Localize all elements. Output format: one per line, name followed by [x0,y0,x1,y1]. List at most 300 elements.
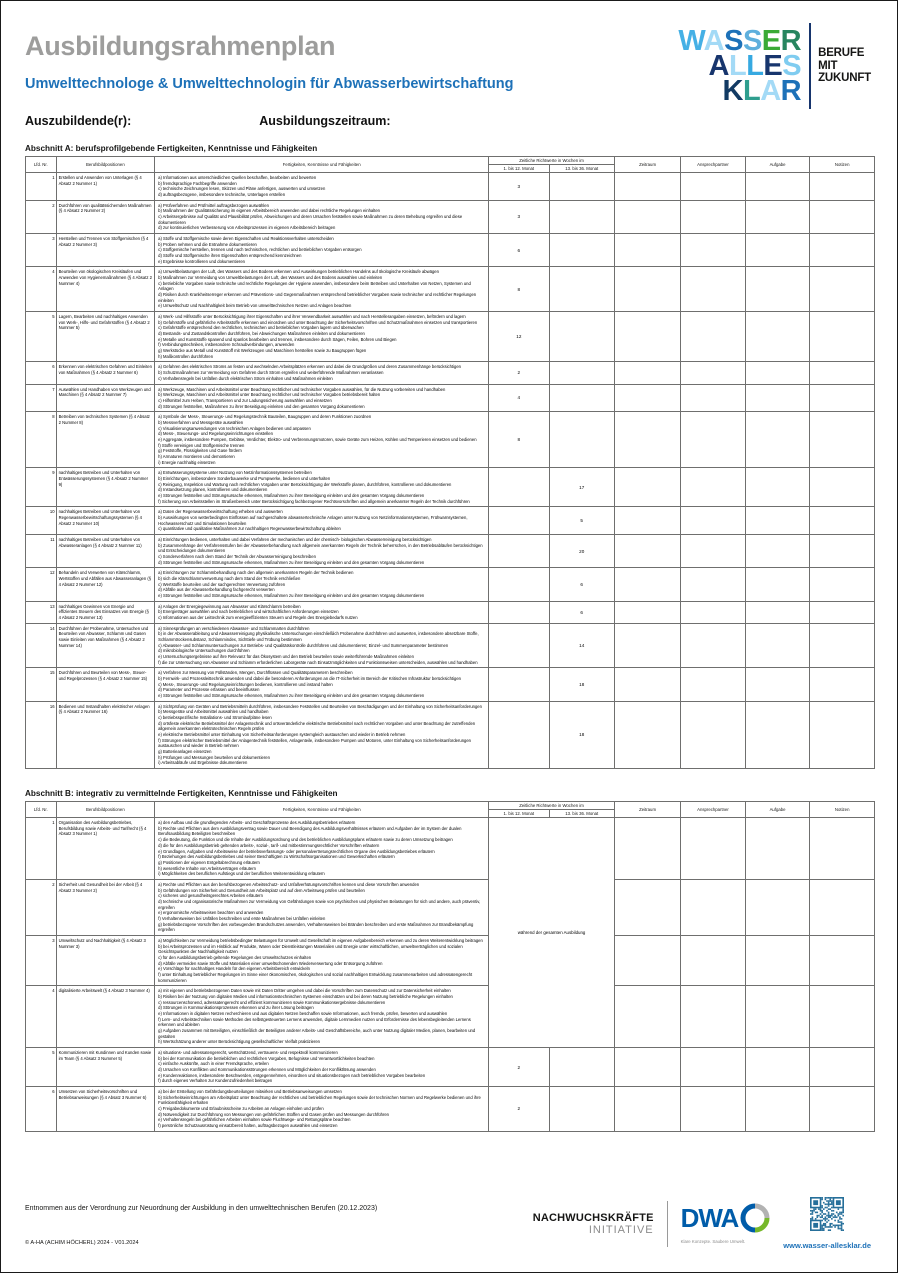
aufgabe-cell[interactable] [745,623,810,668]
skill-item: b) Messverfahren und Messgeräte auswählen [158,419,244,425]
skill-item: d) Abfälle aus der Abwasserbehandlung fachgerecht verwerten [158,587,275,593]
aufgabe-cell[interactable] [745,267,810,312]
qr-code-icon[interactable] [810,1197,844,1231]
table-row [26,1087,875,1132]
ansprechpartner-cell[interactable] [681,1048,746,1087]
table-row [26,200,875,233]
skill-item: f) Stoffe vereinigen und Stoffgemische trennen [158,442,245,448]
skill-item: a) Informationen aus unterschiedlichen Quellen beschaffen, bearbeiten und bewerten [158,175,317,180]
zeitraum-cell[interactable] [614,362,680,384]
aufgabe-cell[interactable] [745,1048,810,1087]
skill-item: f) unter Einhaltung betrieblicher Regelungen im Sinne einer ökonomischen, ökologischen und sozial nachhaltigen Entwicklung zusammenarbeiten und adressatengerecht kommunizieren [158,971,473,983]
col-header-month-13-36: 13. bis 36. Monat [549,810,614,818]
zeitraum-cell[interactable] [614,623,680,668]
zeitraum-cell[interactable] [614,312,680,362]
skill-item: a) Gefahren des elektrischen Stroms an festen und wechselnden Arbeitsplätzen erkennen und dabei die Grundgrößen und deren Zusammenhänge berücksichtigen [158,364,462,370]
zeitraum-cell[interactable] [614,507,680,535]
zeitraum-cell[interactable] [614,701,680,768]
ansprechpartner-cell[interactable] [681,200,746,233]
skill-item: d) ortsfeste elektrische Betriebsmittel der Anlagentechnik und ortsveränderliche elektrische Betriebsmittel nach rechtlichen Vorgaben und unter Beachtung der zutreffenden allgemein anerkannten elektrotechnischen Regeln prüfen [158,720,476,732]
table-row [26,267,875,312]
skill-item: d) Störungen feststellen, Maßnahmen zu ihrer Beseitigung einleiten und den gesamten Vorgang dokumentieren [158,403,365,409]
skill-item: c) Freigabedokumente und Erlaubnisscheine zu Arbeiten an Anlagen einholen und prüfen [158,1106,324,1112]
weeks-month-13-36 [549,234,614,267]
skill-item: b) Fernwirk- und Prozessleittechnik anwenden und dabei die besonderen Anforderungen an die IT-Sicherheit im Bereich der Kritischen Infrastruktur berücksichtigen [158,676,461,682]
skills-list [155,507,489,535]
logo-claim-line: ZUKUNFT [818,72,871,85]
notizen-cell[interactable] [810,1048,875,1087]
skill-item: a) bei der Erstellung von Gefährdungsbeurteilungen mitwirken und Betriebsanweisungen umsetzen [158,1089,342,1095]
notizen-cell[interactable] [810,701,875,768]
skill-item: g) Aufgaben zusammen mit Beteiligten, einschließlich der Beteiligten anderer Arbeits- und Geschäftsbereiche, auch unter Nutzung digitaler Medien, planen, bearbeiten und gestalten [158,1027,476,1039]
logo-letter: K [722,74,743,107]
col-header-time-group: Zeitliche Richtwerte in Wochen im [489,802,615,810]
skills-list [155,534,489,567]
aufgabe-cell[interactable] [745,935,810,985]
skill-item: a) den Aufbau und die grundlegenden Arbeits- und Geschäftsprozesse des Ausbildungsbetriebes erläutern [158,820,356,826]
table-row [26,668,875,701]
position-title: nachhaltiges Betreiben und Unterhalten von Entwässerungssystemen (§ 4 Absatz 2 Nummer 9) [56,468,155,507]
skill-item: e) Störungen feststellen und Störungsursache erkennen, Maßnahmen zu ihrer Beseitigung einleiten und den gesamten Vorgang dokumentieren [158,693,425,699]
position-title: Umsetzen von Sicherheitsvorschriften und Betriebsanweisungen (§ 4 Absatz 3 Nummer 6) [56,1087,155,1132]
skill-item: e) Umweltschutz und Nachhaltigkeit beim Betrieb von umwelttechnischen Netzen und Anlagen beachten [158,303,352,309]
skill-item: g) Positionen der eigenen Entgeltabrechnung erläutern [158,859,260,865]
logo-letter: L [742,74,761,107]
zeitraum-cell[interactable] [614,468,680,507]
skill-item: c) Verhaltensregeln bei Unfällen durch elektrischen Strom einhalten und Maßnahmen einleiten [158,375,333,381]
logo-letter: R [780,74,802,107]
skill-item: c) Informationen aus der Leittechnik zum energieeffizienten Steuern und Regeln des Energiebedarfs nutzen [158,615,358,621]
skills-list [155,601,489,623]
weeks-month-1-12: 8 [489,412,549,468]
col-header-nr: Lfd. Nr. [26,802,57,818]
row-number: 2 [26,879,57,935]
table-row [26,818,875,880]
aufgabe-cell[interactable] [745,534,810,567]
notizen-cell[interactable] [810,267,875,312]
row-number: 3 [26,234,57,267]
zeitraum-cell[interactable] [614,1087,680,1132]
ansprechpartner-cell[interactable] [681,507,746,535]
weeks-month-1-12 [489,668,549,701]
col-header-ansprechpartner: Ansprechpartner [681,802,746,818]
logo-letter: L [728,49,747,82]
table-row [26,601,875,623]
notizen-cell[interactable] [810,935,875,985]
col-header-skills: Fertigkeiten, Kenntnisse und Fähigkeiten [155,157,489,173]
zeitraum-cell[interactable] [614,568,680,601]
notizen-cell[interactable] [810,534,875,567]
ansprechpartner-cell[interactable] [681,568,746,601]
dwa-wordmark: DWA [680,1203,739,1233]
aufgabe-cell[interactable] [745,879,810,935]
skill-item: d) Parameter und Prozesse erfassen und beeinflussen [158,687,260,693]
skills-list [155,312,489,362]
ansprechpartner-cell[interactable] [681,879,746,935]
row-number: 2 [26,200,57,233]
skill-item: f) die zur Untersuchung von Abwasser und Schlamm erforderlichen Laborgeräte nach Einsatzmöglichkeiten und Funktionsweisen unterscheiden, auswählen und handhaben [158,659,478,665]
notizen-cell[interactable] [810,468,875,507]
aufgabe-cell[interactable] [745,234,810,267]
row-number: 14 [26,623,57,668]
skill-item: b) Einrichtungen, insbesondere Sonderbauwerke und Pumpwerke, bedienen und unterhalten [158,475,331,481]
ansprechpartner-cell[interactable] [681,267,746,312]
skill-item: e) elektrische Betriebsmittel unter Einhaltung von Sicherheitsanforderungen systemgleich austauschen und wieder in Betrieb nehmen [158,732,406,738]
skills-list [155,818,489,880]
logo-letter: S [782,49,802,82]
skill-item: a) mit eigenen und betriebsbezogenen Daten sowie mit Daten Dritter umgehen und dabei die Vorschriften zum Datenschutz und zur Datensicherheit einhalten [158,988,451,994]
weeks-month-1-12 [489,623,549,668]
skill-item: a) Werk- und Hilfsstoffe unter Berücksichtigung ihrer Eigenschaften und ihrer Verwendbarkeit auswählen und nach Herstellerangaben einsetzen, befördern und lagern [158,314,466,320]
skill-item: g) Batterieanlagen einsetzen [158,749,212,755]
logo-letter: R [780,24,802,57]
ansprechpartner-cell[interactable] [681,173,746,201]
framework-table [25,801,875,1132]
skill-item: b) Messgeräte und Arbeitsmittel auswählen und handhaben [158,709,269,715]
skill-item: f) Beziehungen des Ausbildungsbetriebes und seiner Beschäftigten zu Wirtschaftsorganisationen und Gewerkschaften erläutern [158,854,395,860]
weeks-month-13-36 [549,200,614,233]
skill-item: a) situations- und adressatengerecht, wertschätzend, vertrauens- und respektvoll kommunizieren [158,1050,338,1055]
table-row [26,935,875,985]
skill-item: d) Notwendigkeit zur Durchführung von Messungen von gefährlichen Stoffen und Gasen prüfen und Messungen durchführen [158,1111,390,1117]
ansprechpartner-cell[interactable] [681,623,746,668]
ansprechpartner-cell[interactable] [681,986,746,1048]
skills-list [155,267,489,312]
skill-item: c) Reinigung, Inspektion und Wartung nach rechtlichen Vorgaben unter Berücksichtigung der Werkstoffe planen, durchführen, kontrollieren und dokumentieren [158,481,452,487]
table-row [26,384,875,412]
logo-wordmark [678,24,802,107]
zeitraum-cell[interactable] [614,384,680,412]
skills-list [155,468,489,507]
notizen-cell[interactable] [810,312,875,362]
skill-item: f) Sicherung von Arbeitsstellen im Straßenbereich unter Berücksichtigung fachbezogener Rechtsvorschriften und allgemein anerkannter Regeln der Technik durchführen [158,498,470,504]
col-header-position: Berufsbildpositionen [56,157,155,173]
weeks-month-13-36 [549,362,614,384]
weeks-month-1-12 [489,568,549,601]
row-number: 5 [26,1048,57,1087]
skill-item: g) Feststoffe, Flüssigkeiten und Gase fördern [158,448,242,454]
skill-item: d) die für den Ausbildungsbetrieb geltenden arbeits-, sozial-, tarif- und mitbestimmungsrechtlicher Vorschriften erläutern [158,842,380,848]
zeitraum-cell[interactable] [614,818,680,880]
page-subtitle: Umwelttechnologe & Umwelttechnologin für Abwasserbewirtschaftung [25,76,514,92]
notizen-cell[interactable] [810,384,875,412]
col-header-notizen: Notizen [810,157,875,173]
weeks-month-13-36: 18 [549,701,614,768]
table-row [26,879,875,935]
skill-item: c) sicheres und gesundheitsgerechtes Arbeiten erläutern [158,893,263,899]
position-title: Lagern, Bearbeiten und nachhaltiges Anwenden von Werk-, Hilfs- und Gefahrstoffen (§ 4 Absatz 2 Nummer 5) [56,312,155,362]
aufgabe-cell[interactable] [745,173,810,201]
aufgabe-cell[interactable] [745,362,810,384]
row-number: 1 [26,173,57,201]
skill-item: b) Sicherheitseinrichtungen am Arbeitsplatz unter Beachtung der rechtlichen und betrieblichen Regelungen sowie der technischen Normen und Regelwerke bedienen und ihre Funktionsfähigkeit erhalten [158,1094,481,1106]
row-number: 10 [26,507,57,535]
table-row [26,986,875,1048]
skill-item: e) Verhaltensregeln bei gefährlichen Arbeiten einhalten sowie Fluchtwege- und Rettungspläne beachten [158,1117,351,1123]
zeitraum-cell[interactable] [614,267,680,312]
row-number: 3 [26,935,57,985]
zeitraum-cell[interactable] [614,935,680,985]
skill-item: b) Proben nehmen und die Entnahme dokumentieren [158,241,257,247]
aufgabe-cell[interactable] [745,507,810,535]
ansprechpartner-cell[interactable] [681,312,746,362]
skill-item: d) Instandsetzung planen, kontrollieren und dokumentieren [158,487,268,493]
position-title: Erkennen von elektrischen Gefahren und Einleiten von Maßnahmen (§ 4 Absatz 2 Nummer 6) [56,362,155,384]
skill-item: c) einfache Auskünfte, auch in einer Fremdsprache, erteilen [158,1061,269,1067]
row-number: 4 [26,986,57,1048]
logo-letter: W [678,24,704,57]
skill-item: i) Möglichkeiten des beruflichen Aufstiegs und der beruflichen Weiterentwicklung erläutern [158,871,325,877]
notizen-cell[interactable] [810,173,875,201]
position-title: Organisation des Ausbildungsbetriebes, Berufsbildung sowie Arbeits- und Tarifrecht (§ 4 Absatz 3 Nummer 1) [56,818,155,880]
aufgabe-cell[interactable] [745,668,810,701]
skill-item: a) Einrichtungen bedienen, unterhalten und dabei Verfahren der mechanischen und der chemisch- biologischen Abwasserreinigung berücksichtigen [158,536,432,542]
table-row [26,623,875,668]
skills-list [155,384,489,412]
col-header-zeitraum: Zeitraum [614,802,680,818]
ansprechpartner-cell[interactable] [681,412,746,468]
position-title: Durchführen der Probenahme, Untersuchen und Beurteilen von Abwasser, Schlamm und Gasen sowie Einleiten von Maßnahmen (§ 4 Absatz 2 Nummer 14) [56,623,155,668]
zeitraum-cell[interactable] [614,234,680,267]
skill-item: f) persönliche Schutzausrüstung einsatzbereit halten, auftragsbezogen auswählen und einsetzen [158,1123,338,1129]
notizen-cell[interactable] [810,1087,875,1132]
trainee-field-label: Auszubildende(r): [25,114,132,128]
skill-item: e) Grundlagen, Aufgaben und Arbeitsweise der betriebsverfassungs- oder personalvertretungsrechtlichen Organe des Ausbildungsbetriebes erläutern [158,848,435,854]
skills-list [155,623,489,668]
notizen-cell[interactable] [810,601,875,623]
weeks-month-13-36 [549,412,614,468]
aufgabe-cell[interactable] [745,412,810,468]
logo-claim-line: BERUFE [818,47,865,60]
skill-item: e) ergonomische Arbeitsweisen beachten und anwenden [158,910,264,916]
logo-letter: A [703,24,725,57]
wasser-alles-klar-logo [678,23,871,109]
aufgabe-cell[interactable] [745,601,810,623]
notizen-cell[interactable] [810,818,875,880]
skill-item: c) betriebsspezifische Installations- und Stromlaufpläne lesen [158,715,272,721]
ansprechpartner-cell[interactable] [681,818,746,880]
row-number: 13 [26,601,57,623]
weeks-month-1-12: 2 [489,1048,549,1087]
skill-item: a) Werkzeuge, Maschinen und Arbeitsmittel unter Beachtung rechtlicher und technischer Vorgaben auswählen, für die Nutzung vorbereiten und handhaben [158,386,446,392]
skills-list [155,173,489,201]
skill-item: d) Störungen feststellen und Störungsursache erkennen, Maßnahmen zu ihrer Beseitigung einleiten und den gesamten Vorgang dokumentieren [158,559,425,565]
table-row [26,362,875,384]
table-row [26,173,875,201]
ansprechpartner-cell[interactable] [681,534,746,567]
zeitraum-cell[interactable] [614,601,680,623]
zeitraum-cell[interactable] [614,1048,680,1087]
weeks-month-1-12 [489,701,549,768]
col-header-skills: Fertigkeiten, Kenntnisse und Fähigkeiten [155,802,489,818]
notizen-cell[interactable] [810,986,875,1048]
weeks-month-13-36: 6 [549,601,614,623]
notizen-cell[interactable] [810,362,875,384]
skills-list [155,879,489,935]
weeks-month-1-12: 4 [489,384,549,412]
position-title: nachhaltiges Betreiben und Unterhalten von Regenwasserbewirtschaftungssystemen (§ 4 Absatz 2 Nummer 10) [56,507,155,535]
skill-item: d) mikrobiologische Untersuchungen durchführen [158,648,250,654]
notizen-cell[interactable] [810,623,875,668]
skill-item: c) die Bedeutung, die Funktion und die Inhalte der Ausbildungsordnung und des betrieblichen Ausbildungsplans erläutern sowie zu deren Umsetzung beitragen [158,837,453,843]
table-row [26,701,875,768]
col-header-aufgabe: Aufgabe [745,157,810,173]
skill-item: e) Ergebnisse kontrollieren und dokumentieren [158,258,245,264]
zeitraum-cell[interactable] [614,200,680,233]
notizen-cell[interactable] [810,507,875,535]
website-link[interactable]: www.wasser-allesklar.de [783,1241,871,1250]
logo-divider [809,23,811,109]
col-header-notizen: Notizen [810,802,875,818]
section-a-title: Abschnitt A: berufsprofilgebende Fertigkeiten, Kenntnisse und Fähigkeiten [25,144,318,153]
logo-letter: E [761,24,781,57]
aufgabe-cell[interactable] [745,468,810,507]
page-title: Ausbildungsrahmenplan [25,31,336,61]
skill-item: e) Aggregate, insbesondere Pumpen, Gebläse, Verdichter, Elektro- und Verbrennungsmotoren, sowie Geräte zum Heizen, Kühlen und Temperieren einsetzen und bedienen [158,436,477,442]
skill-item: b) Risiken bei der Nutzung von digitalen Medien und informationstechnischen Systemen einschätzen und bei deren Nutzung betriebliche Regelungen einhalten [158,993,453,999]
skill-item: g) betriebsbezogene Vorschriften des vorbeugenden Brandschutzes anwenden, Verhaltensweisen bei Bränden beschreiben und erste Maßnahmen zur Brandbekämpfung ergreifen [158,921,474,933]
skill-item: e) Vorschläge für nachhaltiges Handeln für den eigenen Arbeitsbereich entwickeln [158,966,310,972]
position-title: Behandeln und Verwerten von Klärschlamm, Wertstoffen und Abfällen aus Abwasseranlagen (§ 4 Absatz 2 Nummer 12) [56,568,155,601]
ansprechpartner-cell[interactable] [681,384,746,412]
weeks-month-13-36 [549,267,614,312]
aufgabe-cell[interactable] [745,200,810,233]
skill-item: g) Werkstücke aus Metall und Kunststoff mit Werkzeugen und Maschinen herstellen sowie zu Baugruppen fügen [158,348,367,354]
notizen-cell[interactable] [810,879,875,935]
notizen-cell[interactable] [810,668,875,701]
skills-list [155,701,489,768]
table-row [26,412,875,468]
aufgabe-cell[interactable] [745,818,810,880]
ansprechpartner-cell[interactable] [681,1087,746,1132]
framework-table [25,156,875,769]
row-number: 6 [26,362,57,384]
skill-item: b) Maßnahmen zur Vermeidung von Umweltbelastungen der Luft, des Wassers und des Bodens auswählen und einleiten [158,275,383,281]
zeitraum-cell[interactable] [614,534,680,567]
aufgabe-cell[interactable] [745,986,810,1048]
zeitraum-cell[interactable] [614,173,680,201]
row-number: 16 [26,701,57,768]
skill-item: c) quantitative und qualitative Maßnahmen zur nachhaltigen Regenwasserbewirtschaftung ableiten [158,526,341,532]
table-row [26,568,875,601]
skill-item: f) Störungen elektrischer Betriebsmittel der Anlagentechnik feststellen, Anlagenteile, insbesondere Pumpen und Motoren, unter Einhaltung von Sicherheitsanforderungen austauschen und wieder in Betrieb nehmen [158,737,472,749]
notizen-cell[interactable] [810,412,875,468]
skill-item: f) Verbindungstechniken, insbesondere Schraubverbindungen, anwenden [158,342,295,348]
ansprechpartner-cell[interactable] [681,935,746,985]
logo-letter: S [724,24,743,57]
col-header-zeitraum: Zeitraum [614,157,680,173]
notizen-cell[interactable] [810,568,875,601]
position-title: Kommunizieren mit Kundinnen und Kunden sowie im Team (§ 4 Absatz 3 Nummer 5) [56,1048,155,1087]
zeitraum-cell[interactable] [614,986,680,1048]
position-title: nachhaltiges Betreiben und Unterhalten von Abwasseranlagen (§ 4 Absatz 2 Nummer 11) [56,534,155,567]
skill-item: e) Kundenreaktionen, insbesondere Beschwerden, entgegennehmen, einordnen und situationsbezogen nach betrieblichen Vorgaben bearbeiten [158,1072,426,1078]
notizen-cell[interactable] [810,200,875,233]
skill-item: b) Maßnahmen der Qualitätssicherung im eigenen Arbeitsbereich anwenden und dabei rechtliche Regelungen einhalten [158,208,381,214]
position-title: Bedienen und Instandhalten elektrischer Anlagen (§ 4 Absatz 2 Nummer 16) [56,701,155,768]
skill-item: e) Untersuchungsergebnisse auf ihre Relevanz für das Ökosystem und den Betrieb beurteilen sowie weiterführende Maßnahmen einleiten [158,654,414,660]
dwa-logo [681,1203,771,1244]
skill-item: d) Stoffe und Stoffgemische ihren Eigenschaften entsprechend kennzeichnen [158,253,302,259]
dwa-ring-icon [740,1203,770,1233]
skill-item: f) Verhaltensweisen bei Unfällen beschreiben und erste Maßnahmen bei Unfällen einleiten [158,915,326,921]
zeitraum-cell[interactable] [614,412,680,468]
skill-item: b) Werkzeuge, Maschinen und Arbeitsmittel unter Beachtung rechtlicher und technischer Vorgaben betriebsbereit halten [158,392,381,398]
skill-item: c) Sonderverfahren nach dem Stand der Technik der Abwasserreinigung beschreiben [158,553,316,559]
col-header-ansprechpartner: Ansprechpartner [681,157,746,173]
nachwuchskraefte-initiative-logo [533,1212,654,1236]
aufgabe-cell[interactable] [745,312,810,362]
position-title: Herstellen und Trennen von Stoffgemischen (§ 4 Absatz 2 Nummer 3) [56,234,155,267]
weeks-month-13-36 [549,384,614,412]
weeks-month-13-36 [549,312,614,362]
skill-item: d) Mess-, Steuerungs- und Regelungseinrichtungen einstellen [158,431,273,437]
weeks-month-13-36: 18 [549,668,614,701]
skill-item: b) Energieträger auswählen und nach betrieblichen und wirtschaftlichen Anforderungen einsetzen [158,609,339,615]
weeks-month-1-12 [489,601,549,623]
notizen-cell[interactable] [810,234,875,267]
weeks-month-1-12 [489,534,549,567]
skill-item: a) Symbole der Mess-, Steuerungs- und Regelungstechnik Bauteilen, Baugruppen und deren Funktionen zuordnen [158,414,372,420]
ansprechpartner-cell[interactable] [681,234,746,267]
position-title: nachhaltiges Gewinnen von Energie und effizientes Steuern des Einsatzes von Energie (§ 4 Absatz 2 Nummer 13) [56,601,155,623]
skill-item: c) ressourcenschonend, adressatengerecht und effizient kommunizieren sowie Kommunikationsergebnisse dokumentieren [158,999,386,1005]
zeitraum-cell[interactable] [614,879,680,935]
ansprechpartner-cell[interactable] [681,468,746,507]
nachwuchskraefte-label: NACHWUCHSKRÄFTE [532,1211,654,1224]
aufgabe-cell[interactable] [745,384,810,412]
skill-item: b) bei Arbeitsprozessen und im Hinblick auf Produkte, Waren oder Dienstleistungen Materialien und Energie unter wirtschaftlichen, umweltverträglichen und sozialen Gesichtspunkten der Nachhaltigkeit nutzen [158,943,463,955]
ansprechpartner-cell[interactable] [681,362,746,384]
position-title: Durchführen und Beurteilen von Mess-, Steuer- und Regelprozessen (§ 4 Absatz 2 Nummer 15) [56,668,155,701]
row-number: 5 [26,312,57,362]
weeks-month-13-36: 20 [549,534,614,567]
skill-item: c) Mess-, Steuerungs- und Regelungseinrichtungen bedienen, kontrollieren und instand halten [158,681,333,687]
skill-item: f) durch eigenes Verhalten zur Kundenzufriedenheit beitragen [158,1078,273,1084]
ansprechpartner-cell[interactable] [681,701,746,768]
zeitraum-cell[interactable] [614,668,680,701]
aufgabe-cell[interactable] [745,1087,810,1132]
position-title: Betreiben von technischen Systemen (§ 4 Absatz 2 Nummer 8) [56,412,155,468]
ansprechpartner-cell[interactable] [681,668,746,701]
skill-item: c) technische Zeichnungen lesen, Skizzen und Pläne anfertigen, auswerten und umsetzen [158,186,326,192]
row-number: 9 [26,468,57,507]
skill-item: i) Energie nachhaltig einsetzen [158,459,216,465]
skills-list [155,1087,489,1132]
aufgabe-cell[interactable] [745,568,810,601]
col-header-month-13-36: 13. bis 36. Monat [549,165,614,173]
skill-item: c) Visualisierungsanwendungen von technischen Anlagen bedienen und anpassen [158,425,311,431]
skill-item: b) sich die Klärschlammverwertung nach dem Stand der Technik erschließen [158,575,301,581]
position-title: Sicherheit und Gesundheit bei der Arbeit (§ 4 Absatz 3 Nummer 2) [56,879,155,935]
position-title: Beurteilen von ökologischen Kreisläufen und Anwenden von Hygienemaßnahmen (§ 4 Absatz 2 Nummer 4) [56,267,155,312]
skill-item: b) Rechte und Pflichten aus dem Ausbildungsvertrag sowie Dauer und Beendigung des Ausbildungsverhältnisses erläutern und Aufgaben der im System der dualen Berufsausbildung Beteiligten beschreiben [158,825,462,837]
table-row [26,534,875,567]
skill-item: a) Rechte und Pflichten aus den berufsbezogenen Arbeitsschutz- und Unfallverhütungsvorschriften kennen und diese Vorschriften anwenden [158,881,420,887]
skill-item: a) Sichtprüfung von Geräten und Betriebsmitteln durchführen, insbesondere Feststellen und Beurteilen von Beschädigungen und der Einhaltung von Sicherheitsanforderungen [158,703,482,709]
dwa-tagline: Klare Konzepte. Saubere Umwelt. [680,1239,746,1244]
skills-list [155,234,489,267]
section-a-table-container [25,156,875,769]
skill-item: c) Wertstoffe beurteilen und der sachgerechten Verwertung zuführen [158,581,286,587]
skill-item: h) Wertschätzung anderer unter Berücksichtigung gesellschaftlicher Vielfalt praktizieren [158,1039,321,1045]
ansprechpartner-cell[interactable] [681,601,746,623]
weeks-month-1-12: 8 [489,267,549,312]
col-header-position: Berufsbildpositionen [56,802,155,818]
skill-item: c) betriebliche Vorgaben sowie technische und rechtliche Regelungen der Hygiene anwenden, insbesondere beim Betreiben und Unterhalten von Netzen, Systemen und Anlagen [158,280,471,292]
skill-item: c) Hilfsmittel zum Heben, Transportieren und zur Ladungssicherung auswählen und einsetzen [158,397,332,403]
aufgabe-cell[interactable] [745,701,810,768]
